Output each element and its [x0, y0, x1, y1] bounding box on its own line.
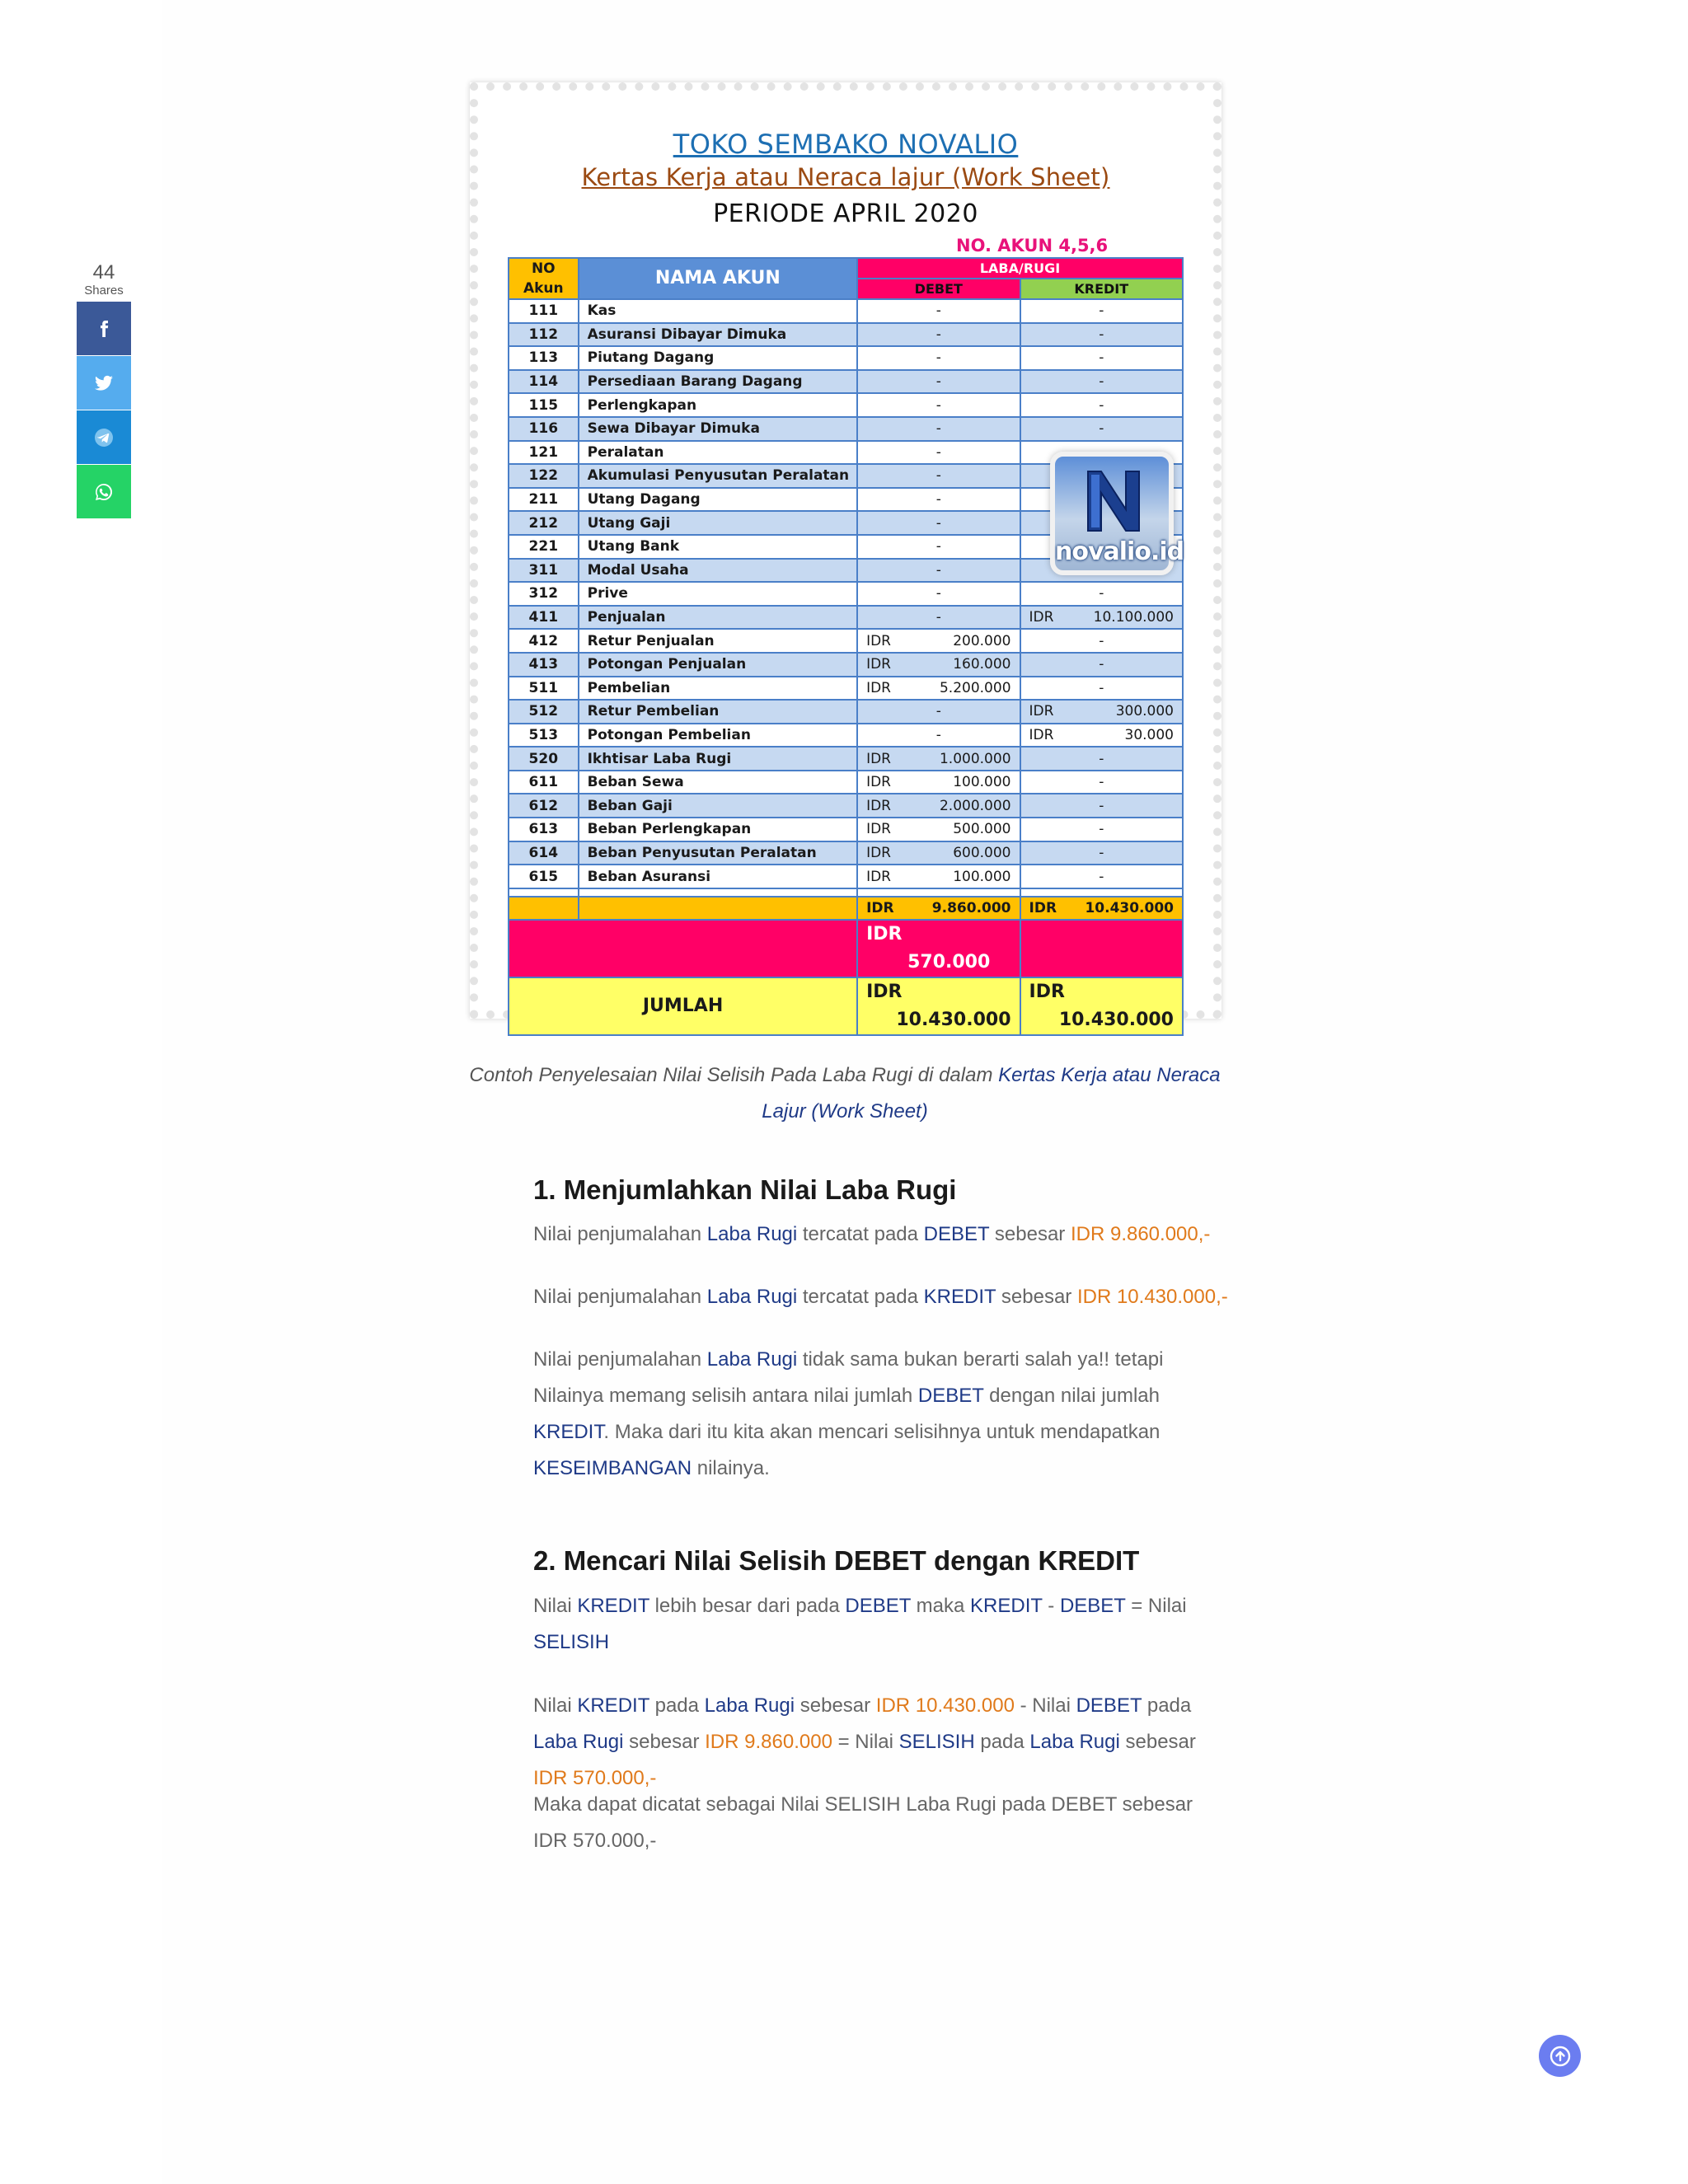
- debet-cell: [857, 865, 1020, 888]
- account-number: 411: [509, 606, 579, 630]
- table-row: [509, 818, 1183, 841]
- debet-cell-currency: IDR: [866, 774, 891, 791]
- debet-cell-amount: 2.000.000: [939, 797, 1011, 814]
- jumlah-row: [509, 977, 1183, 1035]
- share-count: [77, 262, 131, 298]
- selisih-amount: 570.000: [907, 952, 991, 973]
- account-name: Beban Asuransi: [579, 865, 857, 888]
- debet-cell: -: [857, 346, 1020, 370]
- header-debet: DEBET: [857, 279, 1020, 299]
- header-laba-rugi: LABA/RUGI: [857, 258, 1183, 279]
- kredit-cell-amount: 300.000: [1115, 703, 1174, 720]
- table-row: [509, 747, 1183, 771]
- text: sebesar: [989, 1223, 1071, 1245]
- share-count-number: 44: [92, 261, 115, 284]
- text: Nilai penjumalahan: [533, 1348, 707, 1371]
- text: sebesar: [795, 1694, 876, 1717]
- account-number: 615: [509, 865, 579, 888]
- debet-cell-amount: 500.000: [953, 821, 1011, 838]
- account-number: 511: [509, 677, 579, 701]
- kredit-cell: -: [1020, 865, 1183, 888]
- account-name: Perlengkapan: [579, 393, 857, 417]
- account-number: 413: [509, 653, 579, 677]
- kredit-cell-currency: IDR: [1029, 726, 1054, 743]
- header-no-akun: [509, 258, 579, 299]
- total-debet-currency: IDR: [866, 900, 894, 917]
- account-number: 613: [509, 818, 579, 841]
- header-no: NO: [531, 260, 556, 277]
- table-row: [509, 299, 1183, 323]
- kredit-cell: -: [1020, 629, 1183, 653]
- back-to-top-button[interactable]: [1539, 2035, 1581, 2077]
- kredit-cell: -: [1020, 582, 1183, 606]
- text: . Maka dari itu kita akan mencari selisihnya untuk mendapatkan: [603, 1421, 1160, 1443]
- text: Nilai penjumalahan: [533, 1286, 707, 1308]
- debet-cell-currency: IDR: [866, 821, 891, 838]
- account-number: 520: [509, 747, 579, 771]
- account-name: Modal Usaha: [579, 559, 857, 583]
- debet-cell: -: [857, 393, 1020, 417]
- debet-cell: -: [857, 417, 1020, 441]
- total-row: [509, 897, 1183, 921]
- amount-text: IDR 10.430.000: [875, 1694, 1015, 1717]
- debet-cell: [857, 794, 1020, 818]
- account-number: 512: [509, 700, 579, 724]
- account-name: Retur Penjualan: [579, 629, 857, 653]
- text: tidak sama bukan berarti salah ya!! tetapi Nilainya memang selisih antara nilai jumlah: [533, 1348, 1164, 1407]
- kredit-cell: -: [1020, 323, 1183, 347]
- account-name: Pembelian: [579, 677, 857, 701]
- debet-cell-currency: IDR: [866, 844, 891, 861]
- jumlah-kredit-currency: IDR: [1029, 982, 1065, 1003]
- kredit-cell: -: [1020, 417, 1183, 441]
- text: - Nilai: [1014, 1694, 1076, 1717]
- table-row: [509, 653, 1183, 677]
- account-name: Potongan Pembelian: [579, 724, 857, 748]
- arrow-up-circle-icon: [1549, 2045, 1572, 2068]
- image-caption: [462, 1057, 1228, 1130]
- link-kredit[interactable]: KREDIT: [577, 1595, 649, 1617]
- worksheet-subtitle: Kertas Kerja atau Neraca lajur (Work Sheet): [581, 163, 1110, 191]
- total-kredit-amount: 10.430.000: [1085, 900, 1174, 917]
- jumlah-label: JUMLAH: [509, 977, 857, 1035]
- novalio-logo: [1050, 452, 1184, 575]
- selisih-row: [509, 920, 1183, 977]
- account-name: Kas: [579, 299, 857, 323]
- account-name: Utang Bank: [579, 535, 857, 559]
- whatsapp-icon: [94, 482, 114, 502]
- caption-text: Contoh Penyelesaian Nilai Selisih Pada Laba Rugi di dalam: [469, 1064, 999, 1086]
- telegram-share-button[interactable]: [77, 410, 131, 464]
- account-number: 611: [509, 771, 579, 794]
- kredit-cell: -: [1020, 677, 1183, 701]
- link-laba-rugi[interactable]: Laba Rugi: [533, 1731, 624, 1753]
- jumlah-debet-amount: 10.430.000: [896, 1010, 1011, 1031]
- telegram-icon: [94, 428, 114, 448]
- debet-cell: -: [857, 535, 1020, 559]
- text: sebesar: [623, 1731, 706, 1753]
- account-name: Sewa Dibayar Dimuka: [579, 417, 857, 441]
- table-row: [509, 629, 1183, 653]
- paragraph-1: [533, 1216, 1210, 1253]
- link-selisih[interactable]: SELISIH: [533, 1631, 610, 1653]
- facebook-icon: [94, 319, 114, 339]
- header-nama-akun: NAMA AKUN: [579, 258, 857, 299]
- heading-mencari-selisih: 2. Mencari Nilai Selisih DEBET dengan KREDIT: [533, 1545, 1140, 1576]
- logo-watermark: novalio.id: [1055, 537, 1184, 566]
- table-row: [509, 582, 1183, 606]
- debet-cell-currency: IDR: [866, 868, 891, 885]
- account-name: Ikhtisar Laba Rugi: [579, 747, 857, 771]
- amount-text: IDR 10.430.000,-: [1076, 1286, 1228, 1308]
- link-keseimbangan[interactable]: KESEIMBANGAN: [533, 1457, 692, 1479]
- paragraph-6: Maka dapat dicatat sebagai Nilai SELISIH Laba Rugi pada DEBET sebesar IDR 570.000,-: [533, 1793, 1193, 1852]
- debet-cell: [857, 677, 1020, 701]
- debet-cell-amount: 600.000: [953, 844, 1011, 861]
- link-kredit[interactable]: KREDIT: [577, 1694, 649, 1717]
- text: pada: [974, 1731, 1030, 1753]
- kredit-cell-currency: IDR: [1029, 703, 1054, 720]
- text: = Nilai: [1125, 1595, 1187, 1617]
- account-name: Peralatan: [579, 441, 857, 465]
- debet-cell-amount: 5.200.000: [939, 679, 1011, 696]
- worksheet-title: TOKO SEMBAKO NOVALIO: [673, 129, 1019, 160]
- debet-cell: -: [857, 700, 1020, 724]
- debet-cell: -: [857, 299, 1020, 323]
- paragraph-5: [533, 1688, 1226, 1797]
- debet-cell-amount: 1.000.000: [939, 750, 1011, 767]
- table-row: [509, 724, 1183, 748]
- debet-cell: -: [857, 606, 1020, 630]
- table-gap-row: [509, 888, 1183, 897]
- link-kredit[interactable]: KREDIT: [970, 1595, 1043, 1617]
- debet-cell-currency: IDR: [866, 632, 891, 649]
- link-kredit[interactable]: KREDIT: [923, 1286, 996, 1308]
- total-debet-amount: 9.860.000: [931, 900, 1011, 917]
- account-number: 412: [509, 629, 579, 653]
- kredit-cell-amount: 30.000: [1124, 726, 1174, 743]
- debet-cell: -: [857, 323, 1020, 347]
- share-count-label: Shares: [84, 284, 124, 298]
- debet-cell-currency: IDR: [866, 797, 891, 814]
- debet-cell-amount: 100.000: [953, 774, 1011, 791]
- debet-cell: -: [857, 464, 1020, 488]
- account-number: 113: [509, 346, 579, 370]
- link-debet[interactable]: DEBET: [923, 1223, 990, 1245]
- link-laba-rugi[interactable]: Laba Rugi: [704, 1694, 795, 1717]
- novalio-n-icon: [1080, 465, 1147, 536]
- table-row: [509, 700, 1183, 724]
- link-debet[interactable]: DEBET: [1059, 1595, 1126, 1617]
- account-name: Penjualan: [579, 606, 857, 630]
- table-row: [509, 370, 1183, 394]
- debet-cell: [857, 818, 1020, 841]
- paragraph-4: [533, 1588, 1226, 1661]
- text: tercatat pada: [797, 1223, 924, 1245]
- text: -: [1042, 1595, 1060, 1617]
- account-name: Beban Penyusutan Peralatan: [579, 841, 857, 865]
- debet-cell: -: [857, 488, 1020, 512]
- link-laba-rugi[interactable]: Laba Rugi: [706, 1348, 798, 1371]
- account-name: Akumulasi Penyusutan Peralatan: [579, 464, 857, 488]
- debet-cell: [857, 841, 1020, 865]
- account-name: Asuransi Dibayar Dimuka: [579, 323, 857, 347]
- text: Nilai penjumalahan: [533, 1223, 707, 1245]
- amount-text: IDR 9.860.000,-: [1070, 1223, 1211, 1245]
- paragraph-2: [533, 1279, 1228, 1315]
- account-name: Beban Sewa: [579, 771, 857, 794]
- text: pada: [1142, 1694, 1192, 1717]
- kredit-cell: -: [1020, 346, 1183, 370]
- account-number: 311: [509, 559, 579, 583]
- twitter-icon: [94, 373, 114, 393]
- total-kredit-currency: IDR: [1029, 900, 1057, 917]
- debet-cell: -: [857, 370, 1020, 394]
- amount-text: IDR 9.860.000: [705, 1731, 832, 1753]
- debet-cell-amount: 100.000: [953, 868, 1011, 885]
- account-number: 212: [509, 511, 579, 535]
- kredit-cell: -: [1020, 370, 1183, 394]
- table-row: [509, 393, 1183, 417]
- kredit-cell-amount: 10.100.000: [1093, 609, 1174, 626]
- debet-cell-currency: IDR: [866, 750, 891, 767]
- kredit-cell: [1020, 700, 1183, 724]
- debet-cell-currency: IDR: [866, 656, 891, 673]
- text: nilainya.: [692, 1457, 770, 1479]
- text: sebesar: [1119, 1731, 1196, 1753]
- account-name: Beban Gaji: [579, 794, 857, 818]
- debet-cell: -: [857, 724, 1020, 748]
- caption-link[interactable]: Kertas Kerja atau Neraca Lajur (Work Sheet): [762, 1064, 1221, 1122]
- jumlah-kredit-amount: 10.430.000: [1058, 1010, 1174, 1031]
- debet-cell: -: [857, 441, 1020, 465]
- selisih-currency: IDR: [866, 924, 903, 945]
- account-number: 121: [509, 441, 579, 465]
- heading-menjumlahkan: 1. Menjumlahkan Nilai Laba Rugi: [533, 1174, 957, 1205]
- debet-cell-currency: IDR: [866, 679, 891, 696]
- link-debet[interactable]: DEBET: [1076, 1694, 1142, 1717]
- account-number: 513: [509, 724, 579, 748]
- kredit-cell: [1020, 724, 1183, 748]
- worksheet-no-akun: NO. AKUN 4,5,6: [956, 236, 1109, 255]
- link-laba-rugi[interactable]: Laba Rugi: [706, 1223, 798, 1245]
- jumlah-debet-currency: IDR: [866, 982, 903, 1003]
- account-name: Persediaan Barang Dagang: [579, 370, 857, 394]
- account-number: 612: [509, 794, 579, 818]
- text: lebih besar dari pada: [649, 1595, 846, 1617]
- kredit-cell-currency: IDR: [1029, 609, 1054, 626]
- header-akun: Akun: [523, 280, 564, 297]
- table-row: [509, 346, 1183, 370]
- kredit-cell: -: [1020, 818, 1183, 841]
- whatsapp-share-button[interactable]: [77, 465, 131, 518]
- text: tercatat pada: [797, 1286, 924, 1308]
- twitter-share-button[interactable]: [77, 356, 131, 410]
- table-row: [509, 794, 1183, 818]
- debet-cell: [857, 771, 1020, 794]
- share-bar: [77, 262, 131, 518]
- table-row: [509, 771, 1183, 794]
- kredit-cell: -: [1020, 841, 1183, 865]
- amount-text: IDR 570.000,-: [533, 1767, 657, 1789]
- account-name: Utang Dagang: [579, 488, 857, 512]
- account-number: 122: [509, 464, 579, 488]
- kredit-cell: -: [1020, 653, 1183, 677]
- link-kredit[interactable]: KREDIT: [533, 1421, 604, 1443]
- account-name: Piutang Dagang: [579, 346, 857, 370]
- kredit-cell: -: [1020, 747, 1183, 771]
- account-number: 312: [509, 582, 579, 606]
- account-name: Retur Pembelian: [579, 700, 857, 724]
- account-name: Utang Gaji: [579, 511, 857, 535]
- account-number: 111: [509, 299, 579, 323]
- account-number: 614: [509, 841, 579, 865]
- header-kredit: KREDIT: [1020, 279, 1183, 299]
- table-row: [509, 606, 1183, 630]
- debet-cell: -: [857, 511, 1020, 535]
- debet-cell: [857, 653, 1020, 677]
- text: = Nilai: [832, 1731, 899, 1753]
- account-number: 115: [509, 393, 579, 417]
- text: sebesar: [996, 1286, 1077, 1308]
- kredit-cell: -: [1020, 393, 1183, 417]
- account-name: Prive: [579, 582, 857, 606]
- link-laba-rugi[interactable]: Laba Rugi: [1029, 1731, 1120, 1753]
- account-number: 221: [509, 535, 579, 559]
- account-number: 116: [509, 417, 579, 441]
- link-debet[interactable]: DEBET: [917, 1385, 984, 1407]
- table-row: [509, 865, 1183, 888]
- link-debet[interactable]: DEBET: [845, 1595, 912, 1617]
- kredit-cell: -: [1020, 794, 1183, 818]
- account-name: Beban Perlengkapan: [579, 818, 857, 841]
- paragraph-3: [533, 1342, 1226, 1487]
- debet-cell: -: [857, 559, 1020, 583]
- text: pada: [649, 1694, 705, 1717]
- text: Nilai: [533, 1595, 578, 1617]
- link-selisih[interactable]: SELISIH: [898, 1731, 975, 1753]
- worksheet-table: [508, 257, 1184, 1036]
- table-row: [509, 323, 1183, 347]
- account-name: Potongan Penjualan: [579, 653, 857, 677]
- worksheet-period: PERIODE APRIL 2020: [713, 199, 978, 228]
- debet-cell-amount: 160.000: [953, 656, 1011, 673]
- account-number: 114: [509, 370, 579, 394]
- debet-cell: -: [857, 582, 1020, 606]
- facebook-share-button[interactable]: [77, 302, 131, 355]
- text: Nilai: [533, 1694, 578, 1717]
- table-row: [509, 841, 1183, 865]
- account-number: 112: [509, 323, 579, 347]
- kredit-cell: -: [1020, 771, 1183, 794]
- account-number: 211: [509, 488, 579, 512]
- table-row: [509, 417, 1183, 441]
- debet-cell-amount: 200.000: [953, 632, 1011, 649]
- text: dengan nilai jumlah: [983, 1385, 1160, 1407]
- text: maka: [911, 1595, 971, 1617]
- link-laba-rugi[interactable]: Laba Rugi: [706, 1286, 798, 1308]
- kredit-cell: -: [1020, 299, 1183, 323]
- kredit-cell: [1020, 606, 1183, 630]
- debet-cell: [857, 629, 1020, 653]
- worksheet-image: [470, 82, 1221, 1031]
- debet-cell: [857, 747, 1020, 771]
- table-row: [509, 677, 1183, 701]
